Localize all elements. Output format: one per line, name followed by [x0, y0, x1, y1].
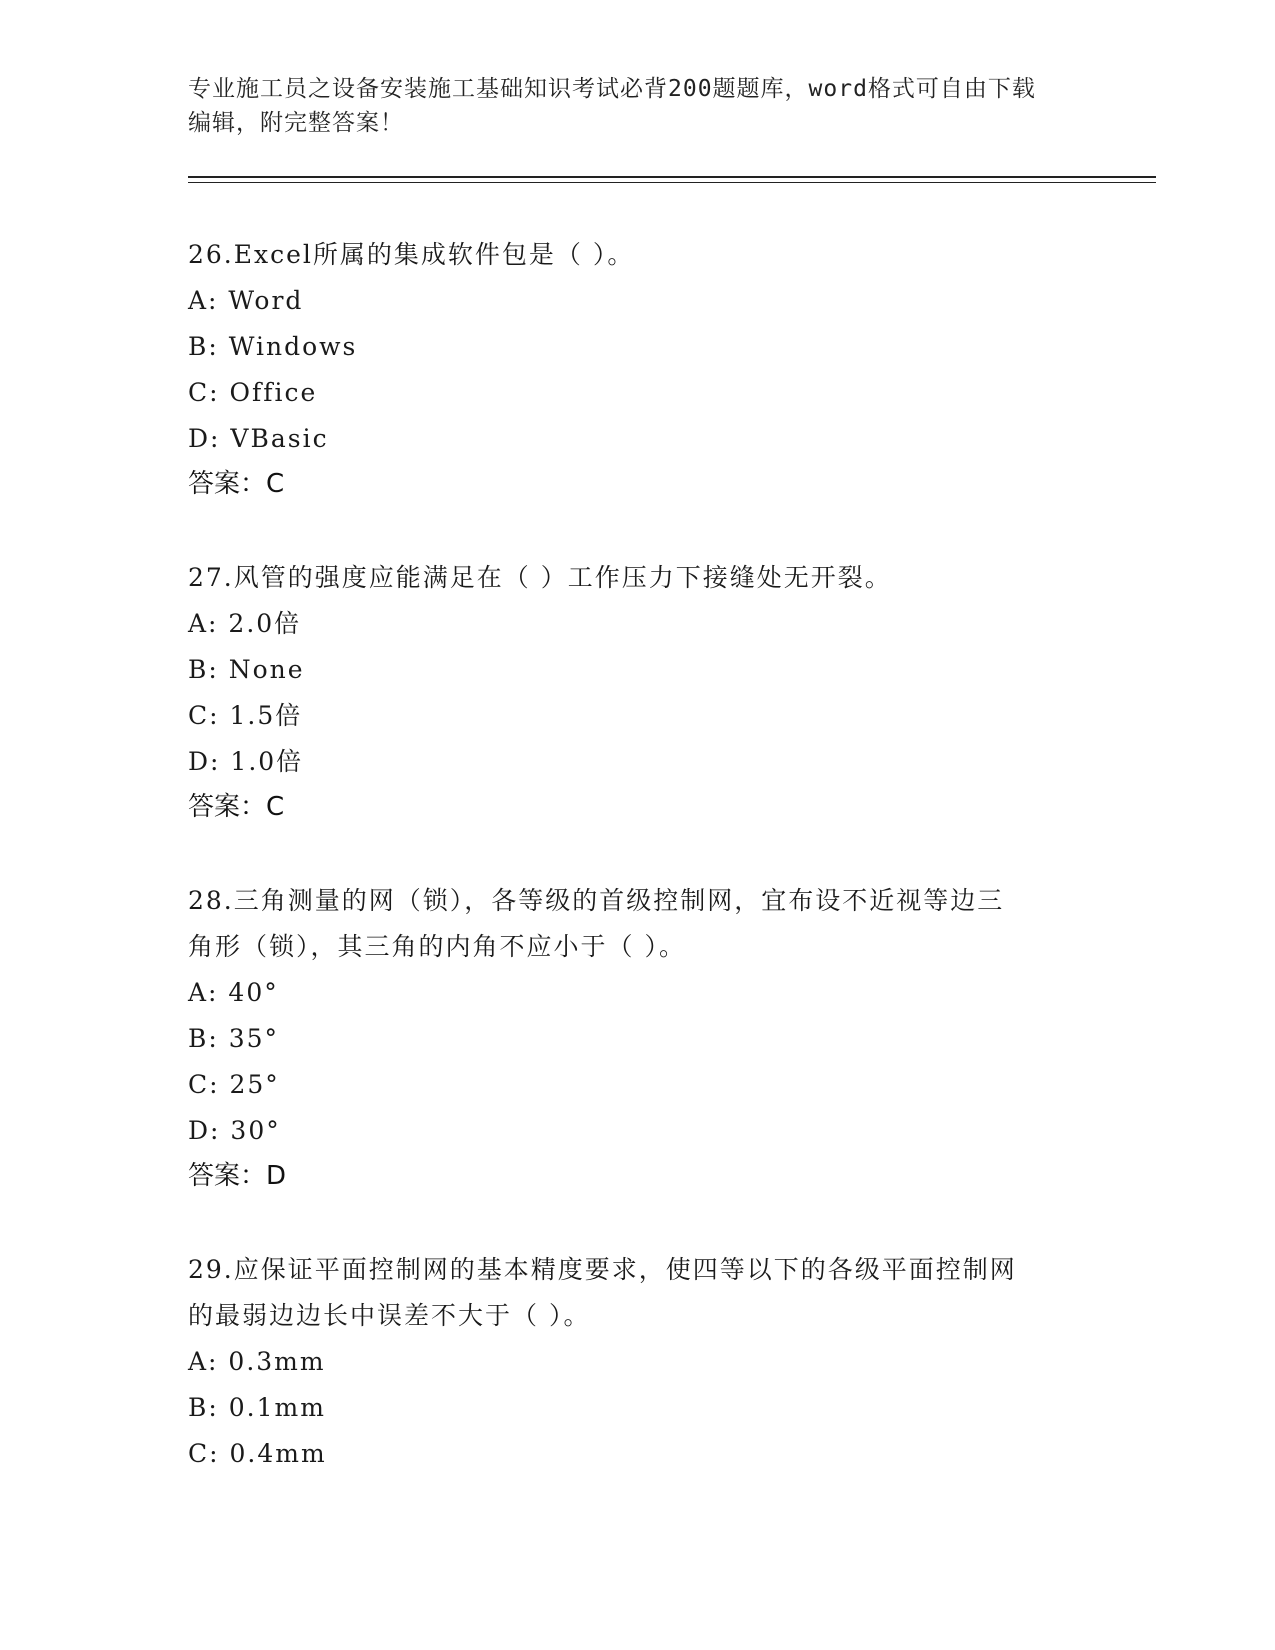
- option-c: C: Office: [188, 378, 318, 407]
- document-header: [188, 72, 1088, 140]
- option-d: D: 30°: [188, 1116, 281, 1145]
- header-title-line-2: 编辑，附完整答案！: [188, 110, 404, 136]
- header-title-line-1: 专业施工员之设备安装施工基础知识考试必背200题题库，word格式可自由下载: [188, 76, 1036, 102]
- option-b: B: None: [188, 655, 305, 684]
- option-c: C: 25°: [188, 1070, 280, 1099]
- question-stem-line-2: 的最弱边边长中误差不大于（ ）。: [188, 1301, 591, 1330]
- question-stem-line-2: 角形（锁），其三角的内角不应小于（ ）。: [188, 932, 686, 961]
- option-c: C: 1.5倍: [188, 701, 303, 730]
- answer-key: 答案：D: [188, 1161, 287, 1191]
- question-list: [188, 232, 1088, 1526]
- question-stem-line-1: 28.三角测量的网（锁），各等级的首级控制网，宜布设不近视等边三: [188, 886, 1005, 915]
- option-b: B: Windows: [188, 332, 358, 361]
- option-a: A: 40°: [188, 978, 279, 1007]
- answer-key: 答案：C: [188, 792, 285, 822]
- question-26: [188, 232, 1088, 506]
- header-divider-thin: [188, 182, 1156, 183]
- question-stem-line-1: 29.应保证平面控制网的基本精度要求，使四等以下的各级平面控制网: [188, 1255, 1017, 1284]
- answer-key: 答案：C: [188, 469, 285, 499]
- option-a: A: Word: [188, 286, 304, 315]
- option-a: A: 0.3mm: [188, 1347, 326, 1376]
- header-divider-thick: [188, 176, 1156, 178]
- option-c: C: 0.4mm: [188, 1439, 327, 1468]
- question-27: [188, 555, 1088, 829]
- option-b: B: 35°: [188, 1024, 280, 1053]
- option-d: D: VBasic: [188, 424, 329, 453]
- question-28: [188, 878, 1088, 1198]
- question-stem: 27.风管的强度应能满足在（ ）工作压力下接缝处无开裂。: [188, 563, 892, 592]
- question-29: [188, 1247, 1088, 1477]
- option-d: D: 1.0倍: [188, 747, 304, 776]
- option-a: A: 2.0倍: [188, 609, 302, 638]
- question-stem: 26.Excel所属的集成软件包是（ ）。: [188, 240, 635, 269]
- option-b: B: 0.1mm: [188, 1393, 326, 1422]
